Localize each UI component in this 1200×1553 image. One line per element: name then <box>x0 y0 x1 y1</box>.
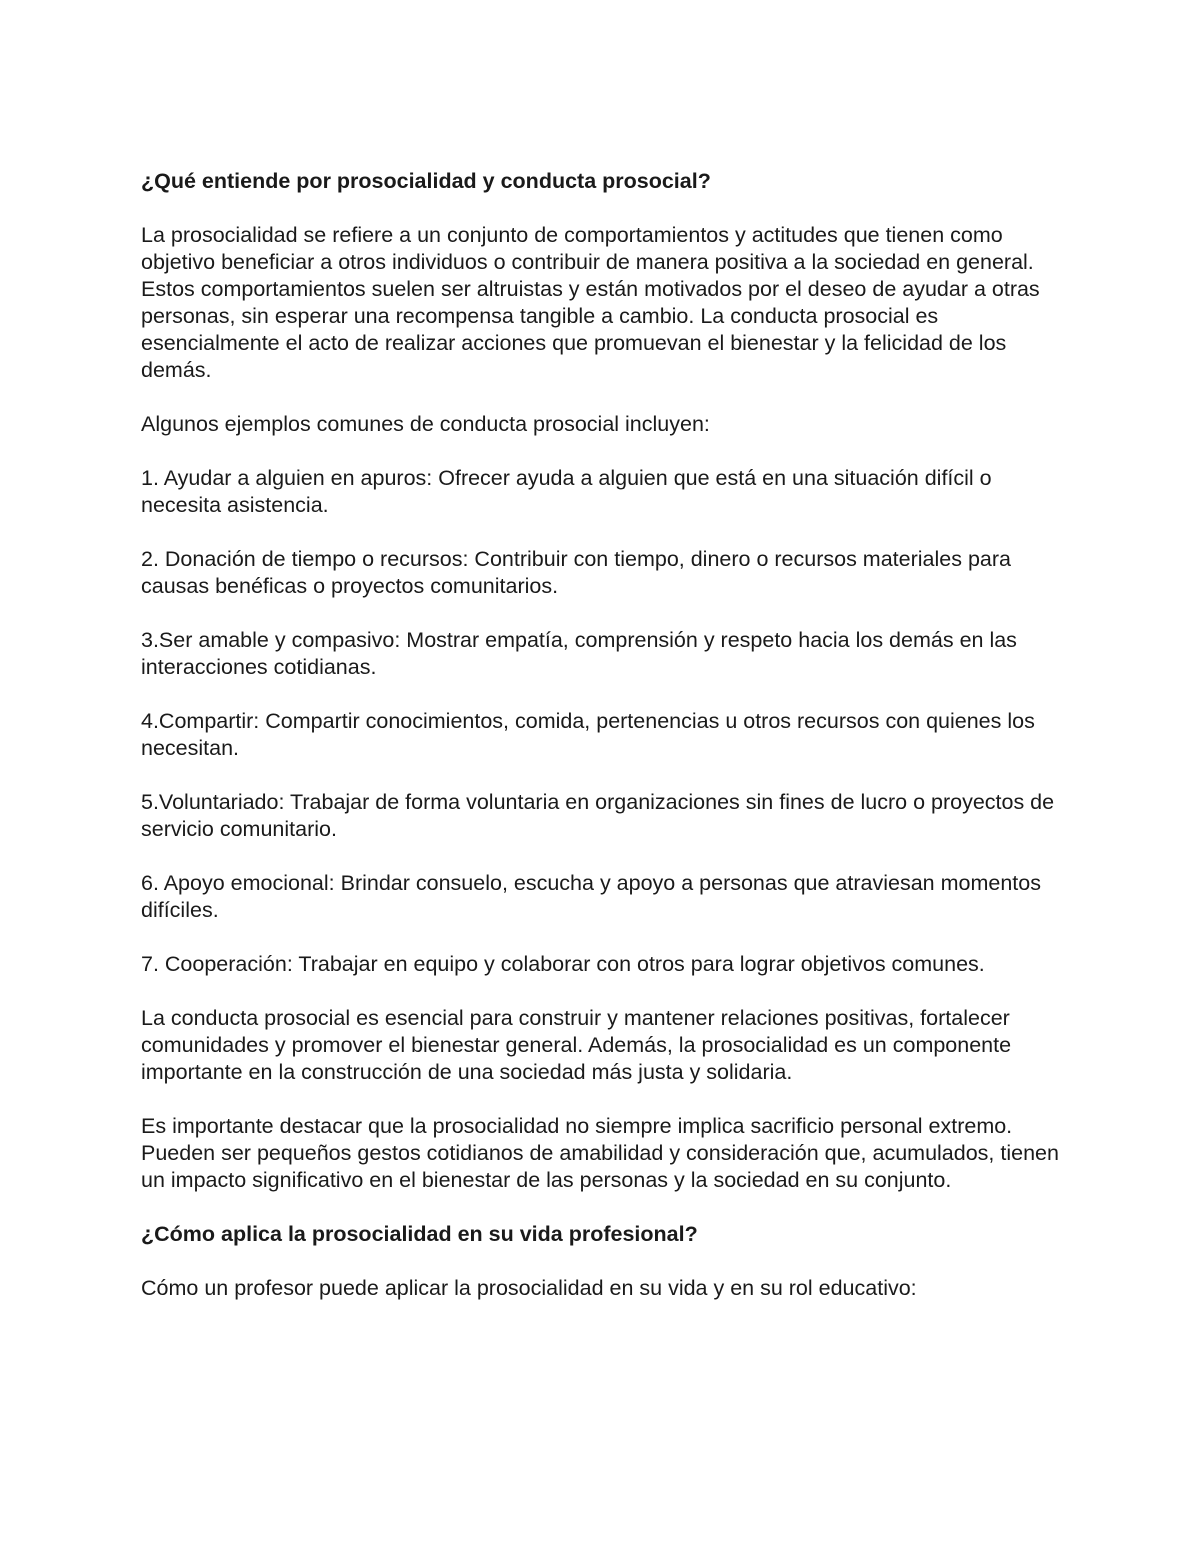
list-item: 1. Ayudar a alguien en apuros: Ofrecer ayuda a alguien que está en una situación difícil o necesita asistencia. <box>141 466 992 517</box>
list-item: 6. Apoyo emocional: Brindar consuelo, escucha y apoyo a personas que atraviesan momentos difíciles. <box>141 871 1041 922</box>
paragraph-teacher: Cómo un profesor puede aplicar la prosocialidad en su vida y en su rol educativo: <box>141 1276 917 1300</box>
paragraph-important: Es importante destacar que la prosocialidad no siempre implica sacrificio personal extremo. Pueden ser pequeños gestos cotidianos de amabilidad y consideración que, acumulados, tienen un impacto significativo en el bienestar de las personas y la sociedad en su conjunto. <box>141 1114 1059 1192</box>
list-item: 4.Compartir: Compartir conocimientos, comida, pertenencias u otros recursos con quienes los necesitan. <box>141 709 1035 760</box>
section-heading-prosocialidad: ¿Qué entiende por prosocialidad y conducta prosocial? <box>141 169 711 193</box>
list-item: 5.Voluntariado: Trabajar de forma voluntaria en organizaciones sin fines de lucro o proyectos de servicio comunitario. <box>141 790 1055 841</box>
section-heading-vida-profesional: ¿Cómo aplica la prosocialidad en su vida profesional? <box>141 1222 698 1246</box>
paragraph-intro: La prosocialidad se refiere a un conjunto de comportamientos y actitudes que tienen como objetivo beneficiar a otros individuos o contribuir de manera positiva a la sociedad en general. Estos comportamientos suelen ser altruistas y están motivados por el deseo de ayudar a otras personas, sin esperar una recompensa tangible a cambio. La conducta prosocial es esencialmente el acto de realizar acciones que promuevan el bienestar y la felicidad de los demás. <box>141 223 1040 382</box>
paragraph-essential: La conducta prosocial es esencial para construir y mantener relaciones positivas, fortalecer comunidades y promover el bienestar general. Además, la prosocialidad es un componente importante en la construcción de una sociedad más justa y solidaria. <box>141 1006 1012 1084</box>
list-item: 2. Donación de tiempo o recursos: Contribuir con tiempo, dinero o recursos materiales para causas benéficas o proyectos comunitarios. <box>141 547 1011 598</box>
list-item: 7. Cooperación: Trabajar en equipo y colaborar con otros para lograr objetivos comunes. <box>141 952 985 976</box>
paragraph-examples-intro: Algunos ejemplos comunes de conducta prosocial incluyen: <box>141 412 710 436</box>
document-body <box>141 168 1071 1329</box>
list-item: 3.Ser amable y compasivo: Mostrar empatía, comprensión y respeto hacia los demás en las interacciones cotidianas. <box>141 628 1017 679</box>
